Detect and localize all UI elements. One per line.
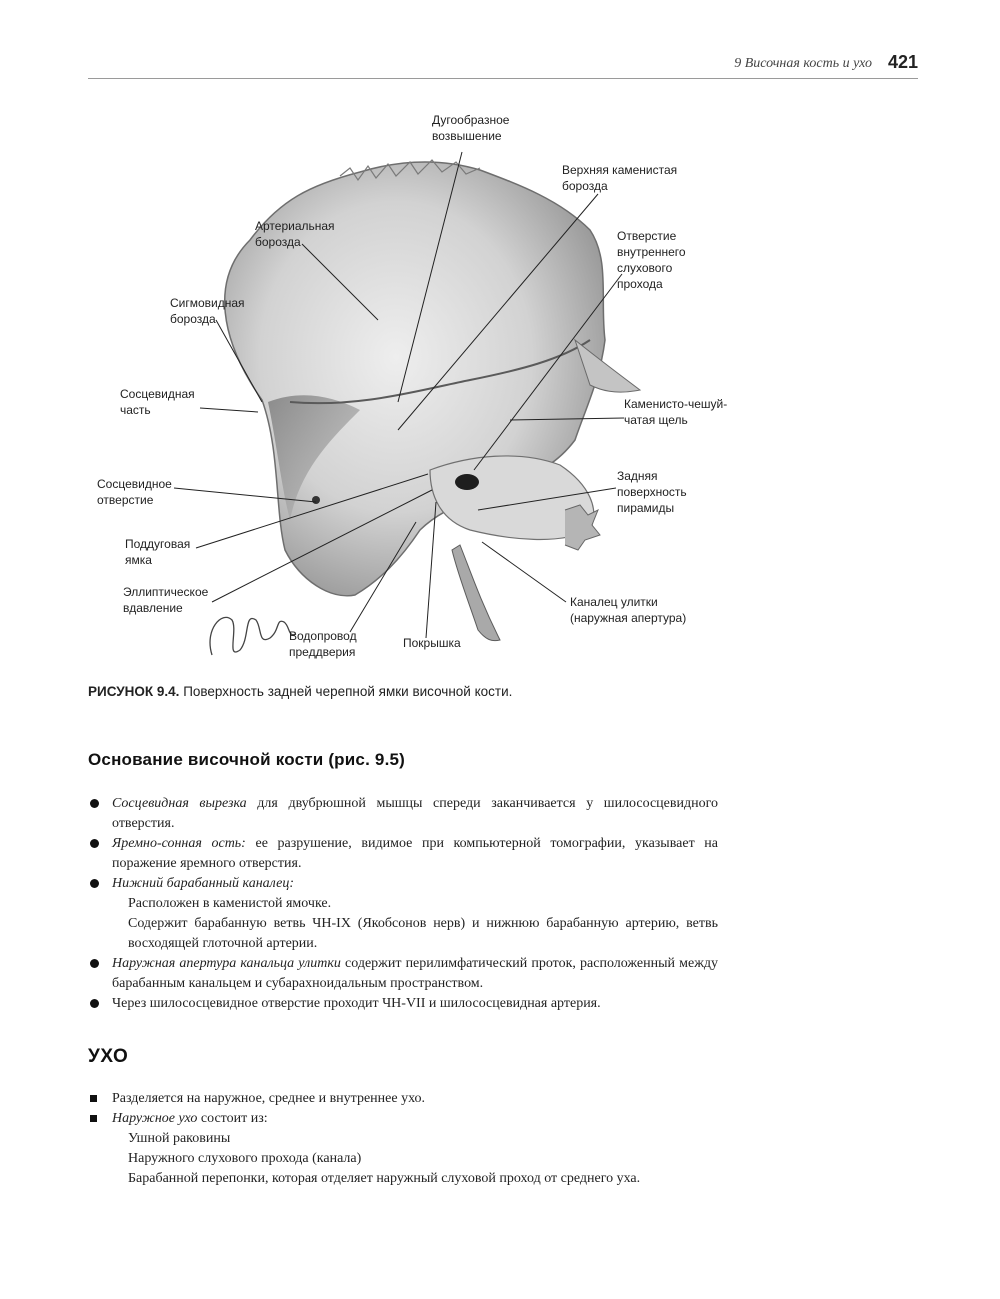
square-bullet-icon (90, 1095, 97, 1102)
label-cochlear-canaliculus: Каналец улитки (наружная апертура) (570, 595, 687, 625)
bullet-icon (90, 839, 99, 848)
label-mastoid-part: Сосцевидная часть (120, 387, 195, 417)
list-sub-item: Барабанной перепонки, которая отделяет наружный слуховой проход от среднего уха. (128, 1171, 641, 1186)
temporal-base-list (88, 794, 718, 1014)
list-sub-item: Ушной раковины (128, 1131, 231, 1146)
list-sub-item: Содержит барабанную ветвь ЧН-IX (Якобсонов нерв) и нижнюю барабанную артерию, ветвь восходящей глоточной артерии. (128, 916, 718, 951)
list-item: Разделяется на наружное, среднее и внутреннее ухо. (88, 1089, 718, 1109)
bullet-icon (90, 959, 99, 968)
artist-signature (210, 617, 296, 655)
label-mastoid-foramen: Сосцевидное отверстие (97, 477, 172, 507)
label-sigmoid-groove: Сигмовидная борозда (170, 296, 245, 326)
list-item: Яремно-сонная ость: ее разрушение, видимое при компьютерной томографии, указывает на поражение яремного отверстия. (88, 834, 718, 874)
list-item: Нижний барабанный каналец: (88, 874, 718, 894)
acoustic-opening (455, 474, 479, 490)
list-item: Наружная апертура канальца улитки содержит перилимфатический проток, расположенный между барабанным канальцем и субарахноидальным пространством. (88, 954, 718, 994)
label-arcuate-eminence: Дугообразное возвышение (432, 113, 510, 143)
list-item: Сосцевидная вырезка для двубрюшной мышцы спереди заканчивается у шилососцевидного отверстия. (88, 794, 718, 834)
section-title-ear: УХО (88, 1046, 129, 1067)
figure-caption (88, 684, 512, 699)
square-bullet-icon (90, 1115, 97, 1122)
label-operculum: Покрышка (403, 636, 461, 650)
caption-text: Поверхность задней черепной ямки височной кости. (179, 684, 513, 699)
figure-9-4 (0, 90, 1000, 670)
ear-list (88, 1089, 718, 1189)
label-superior-petrosal-groove: Верхняя каменистая борозда (562, 163, 678, 193)
label-posterior-pyramid-surface: Задняя поверхность пирамиды (617, 469, 687, 515)
page-number: 421 (887, 52, 918, 72)
header-divider (88, 78, 918, 79)
list-item: Наружное ухо состоит из: (88, 1109, 718, 1129)
label-elliptical-recess: Эллиптическое вдавление (123, 585, 209, 615)
label-petrosquamous-fissure: Каменисто-чешуй- чатая щель (624, 397, 728, 427)
temporal-bone-illustration (0, 90, 1000, 670)
label-subarcuate-fossa: Поддуговая ямка (125, 537, 191, 567)
list-sub-item: Расположен в каменистой ямочке. (128, 896, 332, 911)
list-item: Через шилососцевидное отверстие проходит ЧН-VII и шилососцевидная артерия. (88, 994, 718, 1014)
running-header (88, 52, 918, 78)
caption-label: РИСУНОК 9.4. (88, 684, 180, 699)
label-arterial-groove: Артериальная борозда (255, 219, 335, 249)
section-title-temporal-base: Основание височной кости (рис. 9.5) (88, 750, 406, 769)
label-internal-acoustic-opening: Отверстие внутреннего слухового прохода (617, 229, 686, 291)
label-vestibular-aqueduct: Водопровод преддверия (289, 629, 357, 659)
bullet-icon (90, 799, 99, 808)
chapter-title: 9 Височная кость и ухо (734, 56, 872, 71)
bullet-icon (90, 879, 99, 888)
list-sub-item: Наружного слухового прохода (канала) (128, 1151, 362, 1166)
bullet-icon (90, 999, 99, 1008)
